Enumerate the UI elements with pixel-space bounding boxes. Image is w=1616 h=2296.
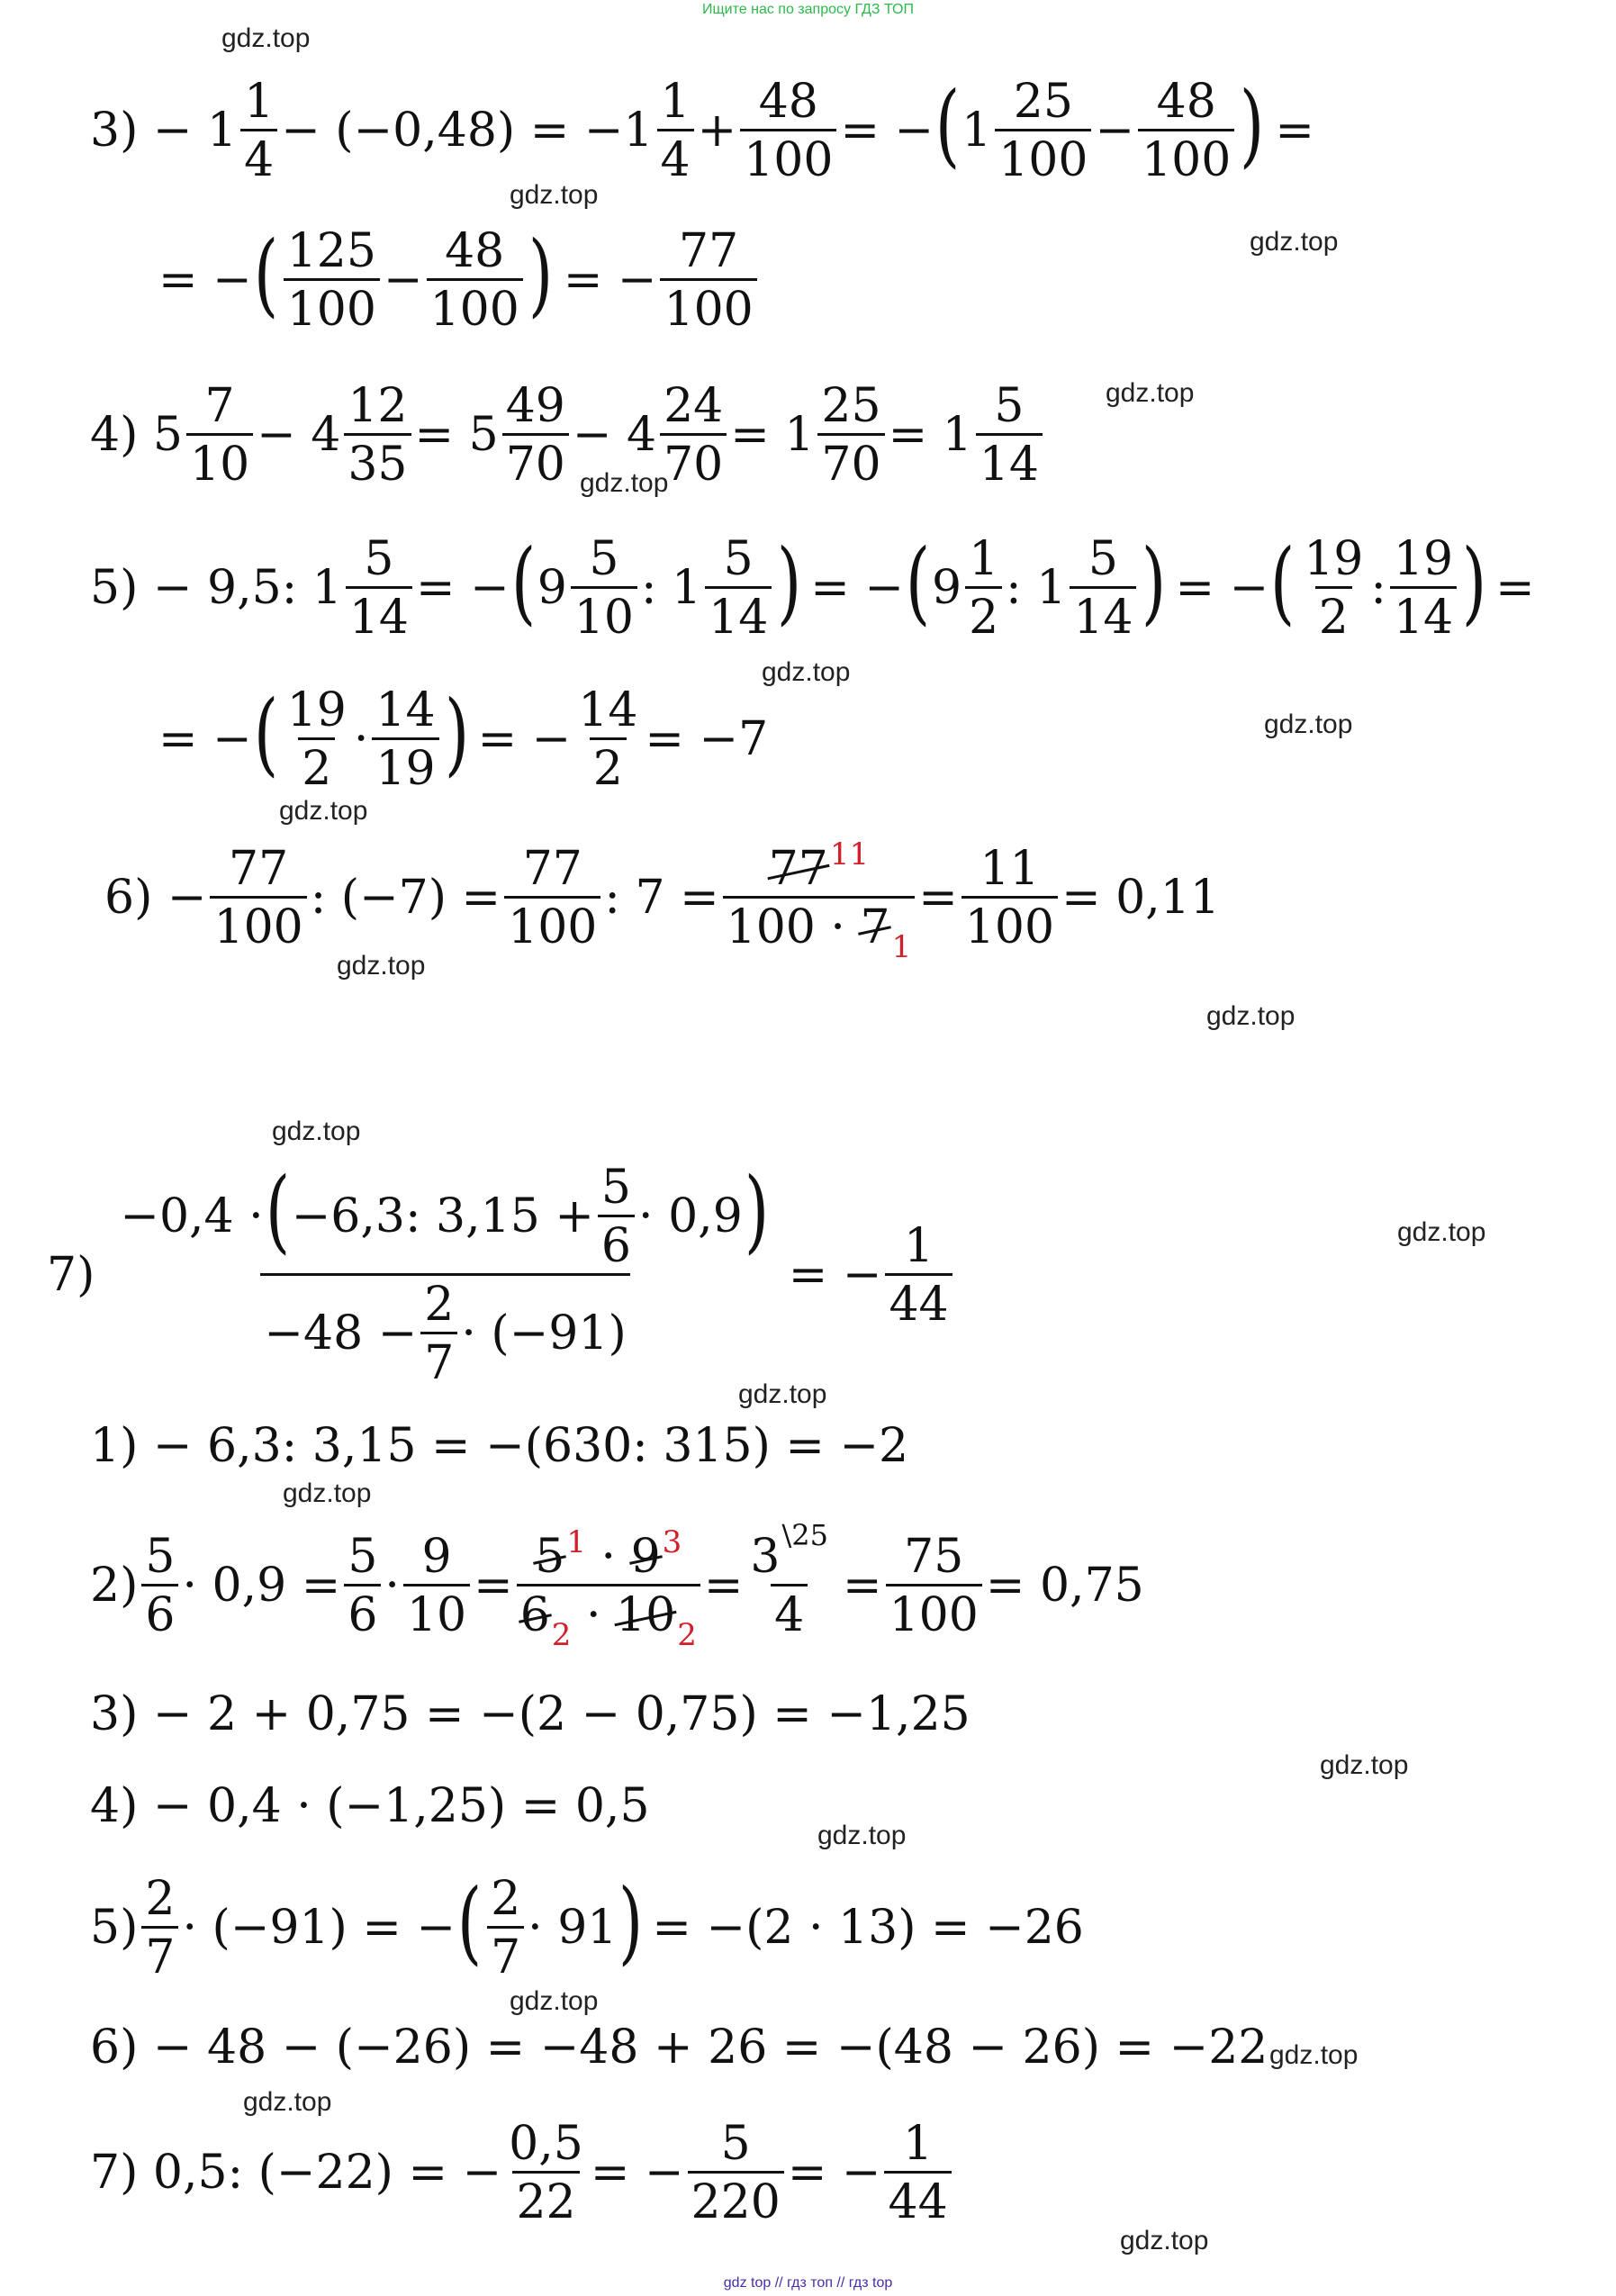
step-3: 3) − 2 + 0,75 = −(2 − 0,75) = −1,25 — [90, 1687, 971, 1741]
watermark: gdz.top — [283, 1478, 372, 1508]
step-5: 5) $\frac{2}{7}$ · (−91) = − ( $\frac{2}{7}$ · 91 ) = −(2 · 13) = −26 — [90, 1869, 1084, 1984]
watermark: gdz.top — [762, 657, 851, 687]
watermark: gdz.top — [272, 1116, 361, 1146]
watermark: gdz.top — [1397, 1217, 1486, 1247]
step-7: 7) 0,5: (−22) = − $\frac{0,5}{22}$ = − $\frac{5}{220}$ = − $\frac{1}{44}$ — [90, 2105, 955, 2240]
problem-5-line-1: 5) − 9,5: 1 $\frac{5}{14}$ = − ( 9 $\frac{5}{10}$ : 1 $\frac{5}{14}$ ) = − ( 9 $\frac{1}{2}$ : 1 $\frac{5}{14}$ ) = − ( $\frac{19}{2}$ : $\frac{19}{14}$ ) = — [90, 529, 1535, 645]
watermark: gdz.top — [580, 468, 669, 498]
watermark: gdz.top — [337, 951, 426, 981]
watermark: gdz.top — [1264, 710, 1353, 739]
step-2: 2) $\frac{5}{6}$ · 0,9 = $\frac{5}{6}$ · $\frac{9}{10}$ = $\frac{5^1 \cdot 9^3}{6_2 \cdot 10_2}$ = $\frac{3^{\backslash 25}}{4}$ = $\frac{75}{100}$ = 0,75 — [90, 1517, 1144, 1653]
watermark: gdz.top — [738, 1379, 827, 1409]
cancelled-fraction: $\frac{77^{11}}{100 \cdot 7_1}$ — [723, 845, 916, 951]
watermark: gdz.top — [1106, 378, 1195, 408]
watermark: gdz.top — [1120, 2226, 1209, 2255]
watermark: gdz.top — [221, 23, 311, 53]
problem-5-line-2: = − ( $\frac{19}{2}$ · $\frac{14}{19}$ ) = − $\frac{14}{2}$ = −7 — [158, 681, 769, 796]
problem-7-expression: 7) −0,4 · ( −6,3: 3,15 + $\frac{5}{6}$ · 0,9 ) −48 − $\frac{2}{7}$ · (−91) = − $\frac{1}{44}$ — [47, 1167, 956, 1383]
problem-6: 6) − $\frac{77}{100}$ : (−7) = $\frac{77}{100}$ : 7 = $\frac{77^{11}}{100 \cdot 7_1}$ = $\frac{11}{100}$ = 0,11 — [104, 836, 1220, 965]
problem-4: 4) 5 $\frac{7}{10}$ − 4 $\frac{12}{35}$ = 5 $\frac{49}{70}$ − 4 $\frac{24}{70}$ = 1 $\frac{25}{70}$ = 1 $\frac{5}{14}$ — [90, 367, 1046, 502]
watermark: gdz.top — [1206, 1001, 1296, 1031]
watermark: gdz.top — [279, 796, 368, 826]
watermark: gdz.top — [510, 180, 599, 210]
step-4: 4) − 0,4 · (−1,25) = 0,5 — [90, 1779, 650, 1833]
step-6: 6) − 48 − (−26) = −48 + 26 = −(48 − 26) = −22 — [90, 2020, 1268, 2075]
problem-3-line-1: 3) − 1 $\frac{1}{4}$ − (−0,48) = −1 $\frac{1}{4}$ + $\frac{48}{100}$ = − ( 1 $\frac{25}{100}$ − $\frac{48}{100}$ ) = — [90, 72, 1314, 187]
watermark: gdz.top — [243, 2087, 332, 2117]
watermark: gdz.top — [1320, 1750, 1409, 1780]
watermark: gdz.top — [1269, 2040, 1359, 2070]
top-banner: Ищите нас по запросу ГДЗ ТОП — [702, 2, 914, 17]
bottom-banner: gdz top // гдз топ // гдз top — [723, 2275, 893, 2291]
cancelled-fraction: $\frac{5^1 \cdot 9^3}{6_2 \cdot 10_2}$ — [517, 1533, 700, 1639]
main-fraction: −0,4 · ( −6,3: 3,15 + $\frac{5}{6}$ · 0,9 ) −48 − $\frac{2}{7}$ · (−91) — [120, 1158, 769, 1390]
problem-3-line-2: = − ( $\frac{125}{100}$ − $\frac{48}{100}$ ) = − $\frac{77}{100}$ — [158, 212, 761, 348]
watermark: gdz.top — [1250, 227, 1339, 257]
watermark: gdz.top — [817, 1821, 907, 1850]
step-1: 1) − 6,3: 3,15 = −(630: 315) = −2 — [90, 1419, 909, 1473]
watermark: gdz.top — [510, 1986, 599, 2016]
